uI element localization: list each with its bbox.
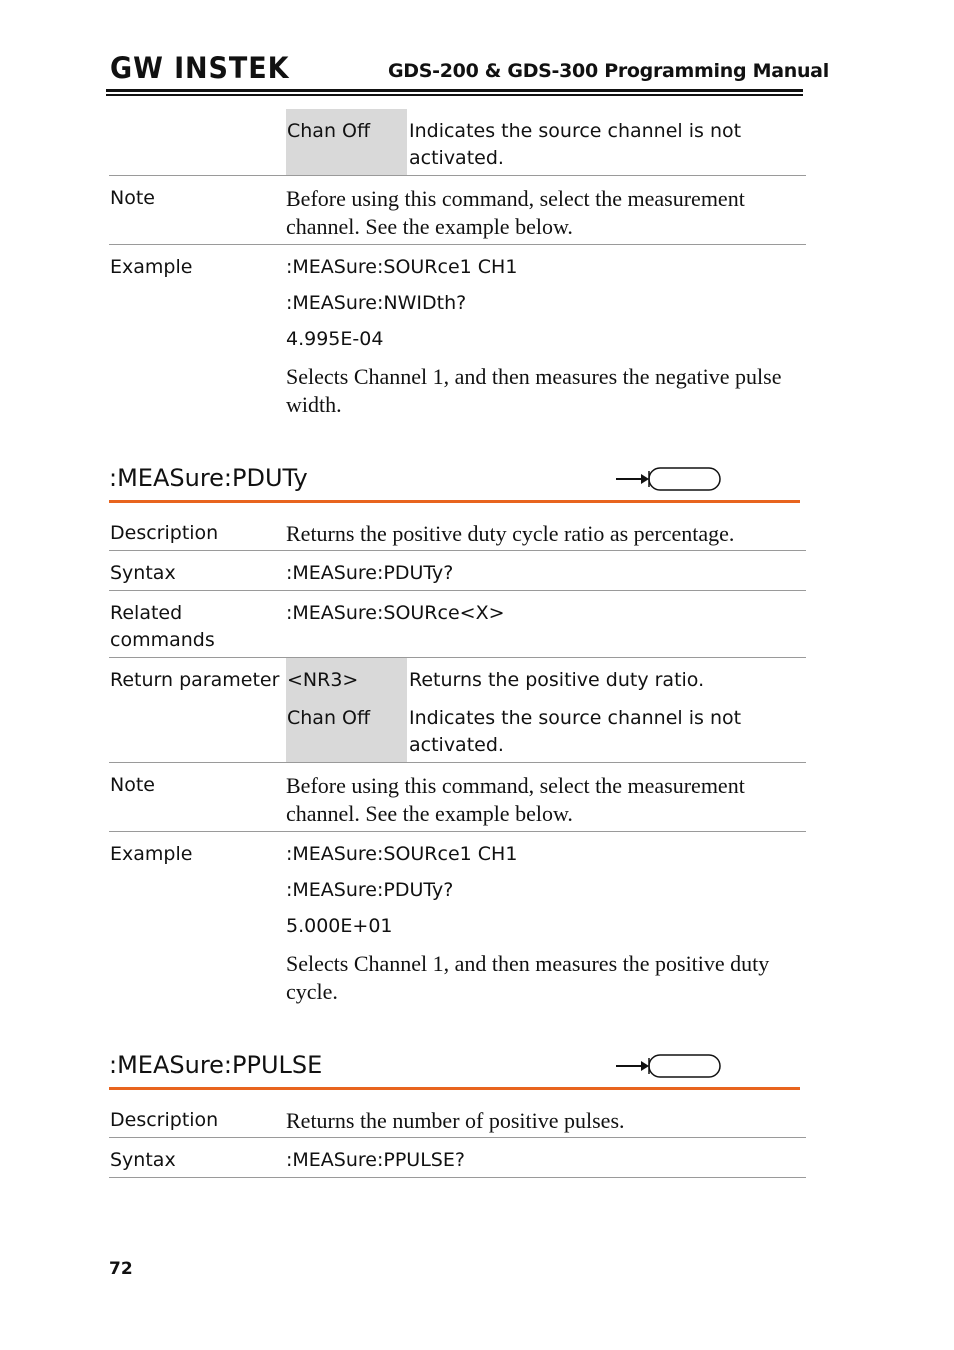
return-parameter-label: Return parameter (110, 669, 280, 691)
example-desc: Selects Channel 1, and then measures the negative pulse width. (286, 364, 782, 417)
related-commands: :MEASure:SOURce<X> (286, 602, 505, 624)
section-title-pduty: :MEASure:PDUTy (109, 464, 308, 492)
section-title-ppulse: :MEASure:PPULSE (109, 1051, 323, 1079)
description-text: Returns the positive duty cycle ratio as percentage. (286, 521, 735, 546)
syntax-text: :MEASure:PDUTy? (286, 562, 454, 584)
description-text: Returns the number of positive pulses. (286, 1108, 625, 1133)
example-response: 4.995E-04 (286, 328, 384, 350)
row-divider (109, 175, 806, 176)
row-divider (109, 550, 806, 551)
syntax-text: :MEASure:PPULSE? (286, 1149, 465, 1171)
description-label: Description (110, 522, 219, 544)
param-desc: Returns the positive duty ratio. (409, 669, 705, 691)
note-label: Note (110, 774, 155, 796)
section-rule (109, 500, 800, 503)
example-command: :MEASure:SOURce1 CH1 (286, 256, 518, 278)
header-rule (106, 89, 803, 92)
example-label: Example (110, 256, 193, 278)
example-response: 5.000E+01 (286, 915, 393, 937)
brand-logo: GW INSTEK (110, 51, 290, 85)
row-divider (109, 590, 806, 591)
param-desc: Indicates the source channel is not activated. (409, 120, 742, 169)
note-label: Note (110, 187, 155, 209)
section-rule (109, 1087, 800, 1090)
param-code: Chan Off (287, 707, 371, 729)
related-label: Related (110, 602, 183, 624)
row-divider (109, 762, 806, 763)
example-label: Example (110, 843, 193, 865)
example-desc: Selects Channel 1, and then measures the positive duty cycle. (286, 951, 770, 1004)
example-command: :MEASure:PDUTy? (286, 879, 454, 901)
related-label: commands (110, 629, 215, 651)
example-command: :MEASure:SOURce1 CH1 (286, 843, 518, 865)
row-divider (109, 244, 806, 245)
note-text: Before using this command, select the measurement channel. See the example below. (286, 186, 745, 239)
row-divider (109, 657, 806, 658)
query-arrow-icon (615, 1054, 725, 1080)
syntax-label: Syntax (110, 1149, 176, 1171)
manual-title: GDS-200 & GDS-300 Programming Manual (388, 60, 829, 82)
example-command: :MEASure:NWIDth? (286, 292, 467, 314)
param-code: Chan Off (287, 120, 371, 142)
header-rule-thin (106, 94, 803, 96)
param-code: <NR3> (287, 669, 359, 691)
syntax-label: Syntax (110, 562, 176, 584)
page-number: 72 (109, 1259, 133, 1279)
row-divider (109, 831, 806, 832)
row-divider (109, 1137, 806, 1138)
param-desc: Indicates the source channel is not activated. (409, 707, 742, 756)
query-arrow-icon (615, 467, 725, 493)
row-divider (109, 1177, 806, 1178)
note-text: Before using this command, select the measurement channel. See the example below. (286, 773, 745, 826)
description-label: Description (110, 1109, 219, 1131)
